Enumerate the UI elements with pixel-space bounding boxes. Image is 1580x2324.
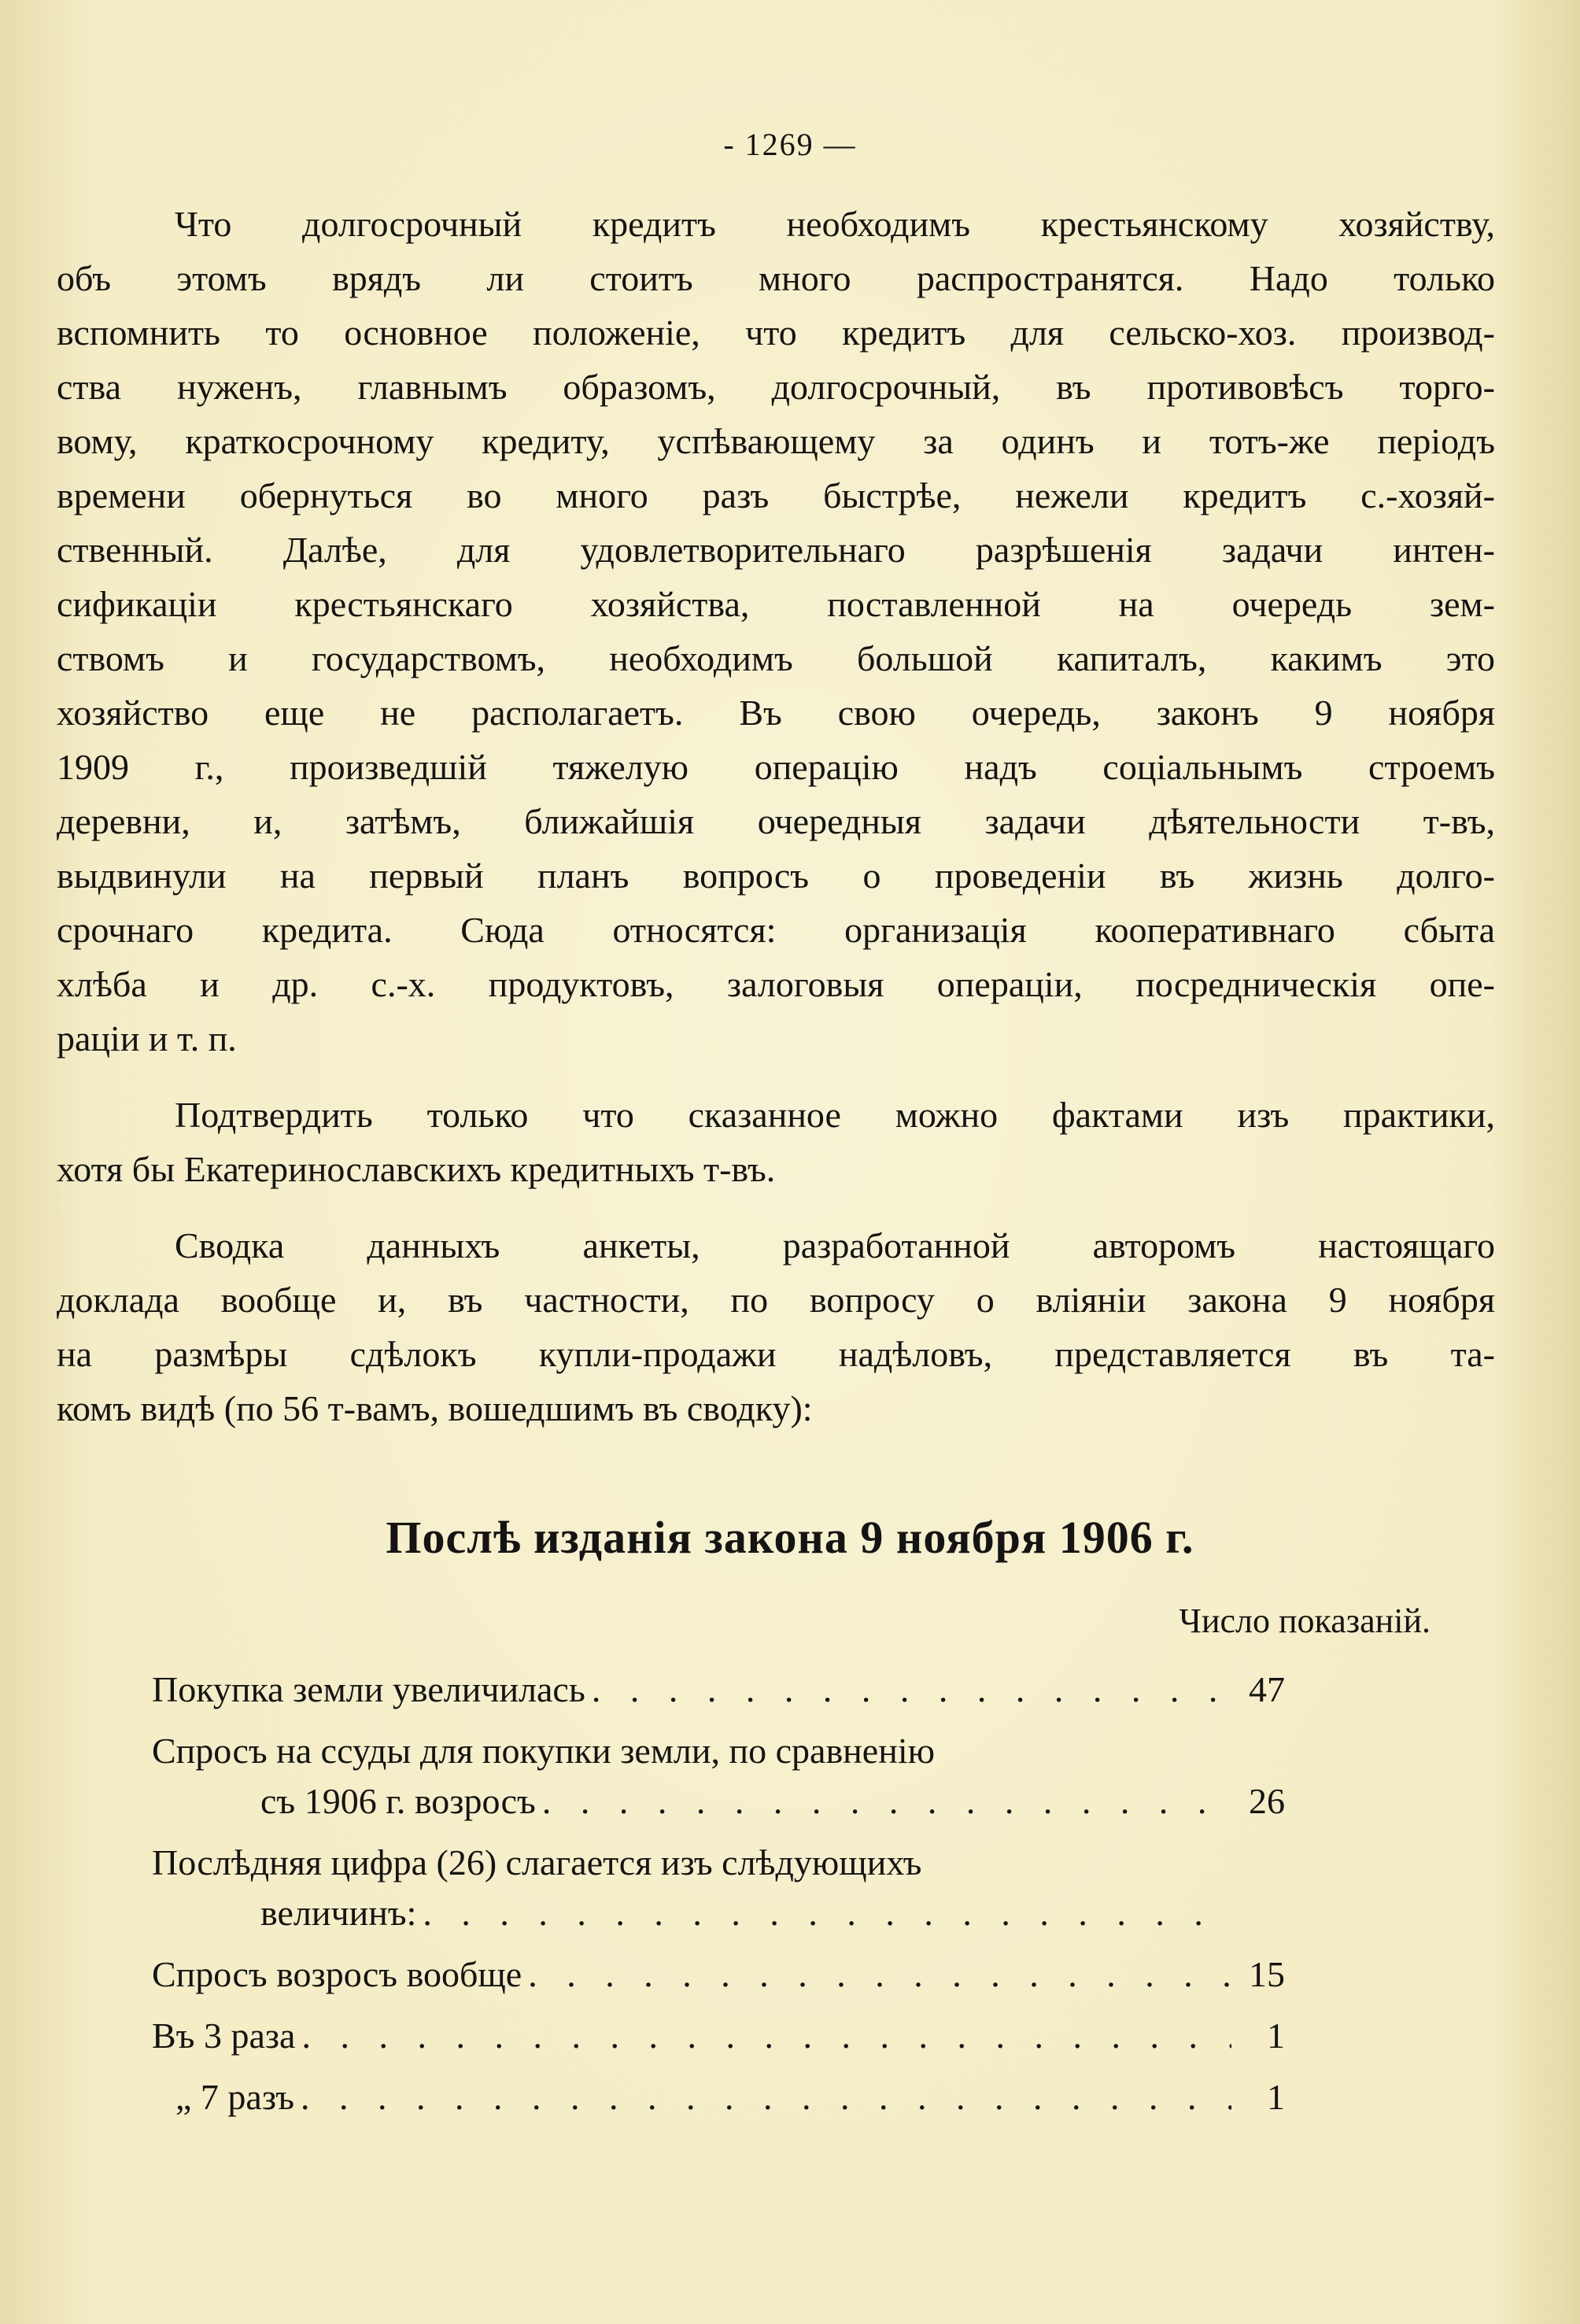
text-line: Сводка данныхъ анкеты, разработанной авторомъ настоящаго bbox=[175, 1225, 1495, 1265]
stats-row bbox=[152, 1953, 1285, 2015]
dot-leader bbox=[542, 1780, 1231, 1822]
stats-row bbox=[152, 1842, 1285, 1892]
paragraph-1 bbox=[57, 197, 1495, 1066]
dot-leader bbox=[423, 1892, 1231, 1934]
stats-label: „ 7 разъ bbox=[175, 2077, 295, 2117]
text-line: Что долгосрочный кредитъ необходимъ крестьянскому хозяйству, bbox=[175, 204, 1495, 244]
section-heading: Послѣ изданія закона 9 ноября 1906 г. bbox=[386, 1512, 1194, 1563]
text-line: вспомнить то основное положеніе, что кредитъ для сельско-хоз. производ- bbox=[57, 312, 1495, 353]
stats-row bbox=[152, 1668, 1285, 1730]
page-number: - 1269 — bbox=[723, 127, 857, 162]
stats-list bbox=[152, 1668, 1285, 2137]
paragraph-2 bbox=[57, 1088, 1495, 1196]
stats-value: 1 bbox=[1267, 2077, 1285, 2117]
text-line: ствомъ и государствомъ, необходимъ большой капиталъ, какимъ это bbox=[57, 638, 1495, 678]
text-line: времени обернуться во много разъ быстрѣе, нежели кредитъ с.-хозяй- bbox=[57, 475, 1495, 515]
text-line: хотя бы Екатеринославскихъ кредитныхъ т-въ. bbox=[57, 1149, 776, 1189]
count-column-header: Число показаній. bbox=[1179, 1602, 1430, 1640]
stats-label: съ 1906 г. возросъ bbox=[260, 1781, 536, 1821]
stats-label: величинъ: bbox=[260, 1893, 417, 1933]
text-line: выдвинули на первый планъ вопросъ о проведеніи въ жизнь долго- bbox=[57, 855, 1495, 896]
stats-label: Послѣдняя цифра (26) слагается изъ слѣдующихъ bbox=[152, 1842, 922, 1882]
text-line: срочнаго кредита. Сюда относятся: организація кооперативнаго сбыта bbox=[57, 910, 1495, 950]
stats-value: 47 bbox=[1249, 1669, 1285, 1709]
stats-value: 15 bbox=[1249, 1954, 1285, 1994]
stats-label: Въ 3 раза bbox=[152, 2015, 296, 2056]
dot-leader bbox=[528, 1953, 1231, 1995]
stats-value: 26 bbox=[1249, 1781, 1285, 1821]
text-line: комъ видѣ (по 56 т-вамъ, вошедшимъ въ сводку): bbox=[57, 1388, 813, 1428]
text-line: вому, краткосрочному кредиту, успѣвающему за одинъ и тотъ-же періодъ bbox=[57, 421, 1495, 461]
text-line: объ этомъ врядъ ли стоитъ много распространятся. Надо только bbox=[57, 258, 1495, 298]
stats-row bbox=[152, 1730, 1285, 1780]
stats-label: Спросъ на ссуды для покупки земли, по сравненію bbox=[152, 1731, 935, 1771]
stats-label: Спросъ возросъ вообще bbox=[152, 1954, 522, 1994]
text-line: ственный. Далѣе, для удовлетворительнаго разрѣшенія задачи интен- bbox=[57, 530, 1495, 570]
text-line: раціи и т. п. bbox=[57, 1018, 237, 1059]
stats-row bbox=[152, 2076, 1285, 2137]
stats-value: 1 bbox=[1267, 2015, 1285, 2056]
stats-label: Покупка земли увеличилась bbox=[152, 1669, 585, 1709]
stats-row bbox=[152, 2015, 1285, 2076]
text-line: хозяйство еще не располагаетъ. Въ свою очередь, законъ 9 ноября bbox=[57, 693, 1495, 733]
stats-row bbox=[152, 1780, 1285, 1842]
text-line: ства нуженъ, главнымъ образомъ, долгосрочный, въ противовѣсъ торго- bbox=[57, 367, 1495, 407]
text-line: 1909 г., произведшій тяжелую операцію надъ соціальнымъ строемъ bbox=[57, 747, 1495, 787]
text-line: сификаціи крестьянскаго хозяйства, поставленной на очередь зем- bbox=[57, 584, 1495, 624]
stats-row bbox=[152, 1892, 1285, 1953]
dot-leader bbox=[301, 2015, 1231, 2056]
text-line: Подтвердить только что сказанное можно фактами изъ практики, bbox=[175, 1095, 1495, 1135]
dot-leader bbox=[301, 2076, 1231, 2118]
body-text bbox=[57, 197, 1495, 1458]
dot-leader bbox=[592, 1668, 1231, 1710]
text-line: на размѣры сдѣлокъ купли-продажи надѣловъ, представляется въ та- bbox=[57, 1334, 1495, 1374]
text-line: деревни, и, затѣмъ, ближайшія очередныя задачи дѣятельности т-въ, bbox=[57, 801, 1495, 841]
paragraph-3 bbox=[57, 1218, 1495, 1435]
text-line: доклада вообще и, въ частности, по вопросу о вліяніи закона 9 ноября bbox=[57, 1280, 1495, 1320]
text-line: хлѣба и др. с.-х. продуктовъ, залоговыя операціи, посредническія опе- bbox=[57, 964, 1495, 1004]
